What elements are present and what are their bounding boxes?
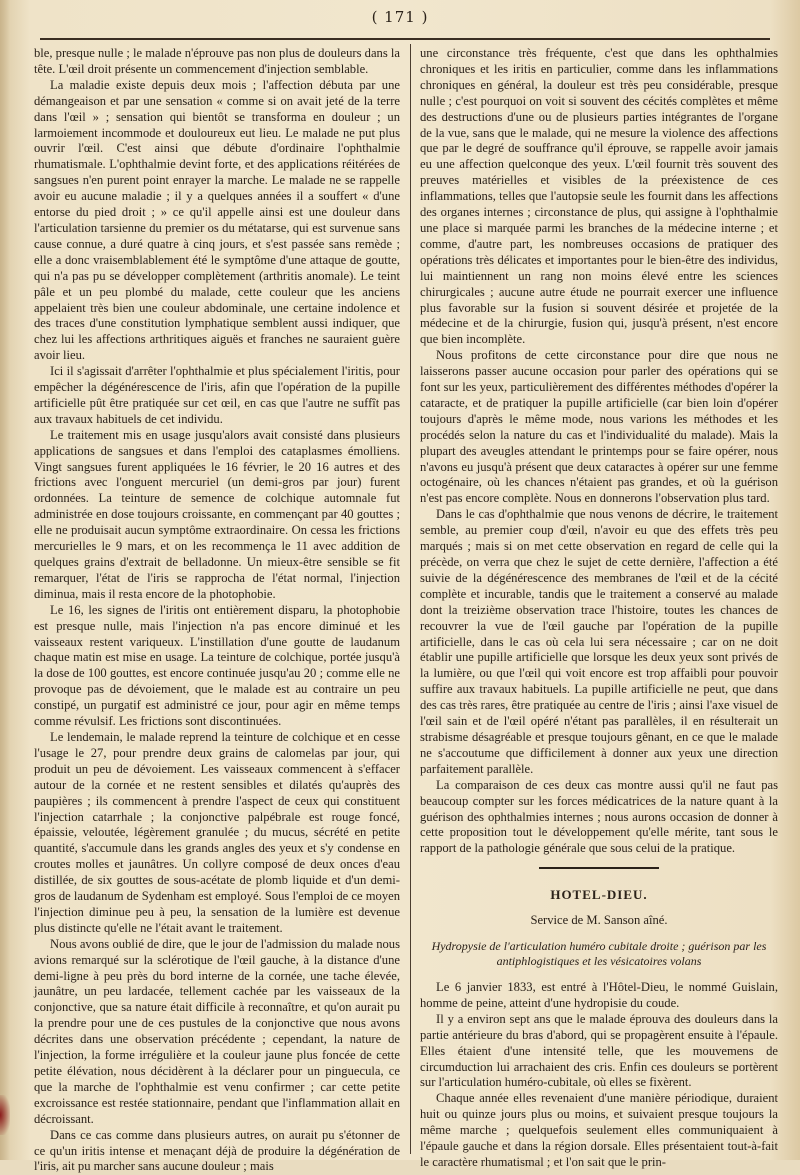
- header-rule: [40, 38, 770, 40]
- column-divider: [410, 44, 411, 1154]
- red-stain: [0, 1095, 10, 1135]
- paragraph: ble, presque nulle ; le malade n'éprouve pas non plus de douleurs dans la tête. L'œil droit présente un commencement d'injection semblable.: [34, 46, 400, 76]
- paragraph: Le lendemain, le malade reprend la teinture de colchique et en cesse l'usage le 27, pour prendre deux grains de calomelas par jour, qui produit un peu de dévoiement. Les vaisseaux commencent à s'effacer autour de la cornée et ne restent sensibles et dilatés qu'auprès des paupières ; ils commencent à prendre l'aspect de ceux qui constituent l'injection catarrhale ; la conjonctive palpébrale est rouge foncé, épaissie, veloutée, légèrement granulée ; du mucus, sécrété en petite quantité, s'accumule dans les grands angles des yeux et s'y condense en croutes molles et jaunâtres. Un collyre composé de deux onces d'eau distillée, de six gouttes de sous-acétate de plomb liquide et d'un demi-gros de laudanum de Sydenham est employé. Sous l'emploi de ce moyen l'injection diminue peu à peu, la sensation de la lumière est devenue plus distincte qu'elle ne l'était avant le traitement.: [34, 729, 401, 935]
- case-title: Hydropysie de l'articulation huméro cubitale droite ; guérison par les antiphlogistiques et les vésicatoires volans: [431, 939, 767, 968]
- paragraph: Nous avons oublié de dire, que le jour de l'admission du malade nous avions remarqué sur la sclérotique de l'œil gauche, à la distance d'une demi-ligne à peu près du bord interne de la cornée, une tache élevée, jaunâtre, un peu lardacée, tellement cachée par les vaisseaux de la conjonctive, que sa nature était difficile à reconnaître, et qu'on aurait pu la prendre pour une de ces pustules de la conjonctive que nous avons décrites dans une observation précédente ; cependant, la nature de l'injection, la forme irrégulière et la couleur jaune plus foncée de cette petite élévation, nous décidèrent à la déclarer pour un pinguecula, ce que la marche de l'ophthalmie est venu confirmer ; car cette petite excroissance est restée stationnaire, pendant que l'inflammation allait en décroissant.: [34, 936, 400, 1126]
- paragraph: Le traitement mis en usage jusqu'alors avait consisté dans plusieurs applications de sangsues et dans l'emploi des cataplasmes émolliens. Vingt sangsues furent appliquées le 16 février, le 20 16 autres et des frictions avec l'onguent mercuriel (un demi-gros par jour) furent ordonnées. La teinture de semence de colchique automnale fut administrée en dose toujours croissante, en commençant par 40 gouttes ; elle ne produisait aucun symptôme extraordinaire. On cessa les frictions mercurielles le 9 mars, et on les recommença le 11 avec addition de quelques grains d'extrait de belladonne. Un mieux-être sensible se fit remarquer, l'état de l'iris se rapprocha de l'état normal, l'injection diminua, mais il resta encore de la photophobie.: [34, 427, 400, 601]
- binding-shadow: [0, 0, 10, 1160]
- paragraph: Le 6 janvier 1833, est entré à l'Hôtel-Dieu, le nommé Guislain, homme de peine, atteint d'une hydropisie du coude.: [420, 980, 778, 1010]
- paragraph: Dans ce cas comme dans plusieurs autres, on aurait pu s'étonner de ce qu'un iritis intense et menaçant déjà de produire la dégénération de l'iris, ait pu marcher sans aucune douleur ; mais: [34, 1127, 400, 1174]
- section-separator: [539, 867, 659, 869]
- service-line: Service de M. Sanson aîné.: [530, 913, 668, 928]
- paragraph: La maladie existe depuis deux mois ; l'affection débuta par une démangeaison et par une sensation « comme si on avait jeté de la terre dans l'œil » ; sensation qui bientôt se transforma en douleur ; un larmoiement incommode et douloureux eut lieu. Le malade ne put plus ouvrir l'œil. C'est ainsi que débute d'ordinaire l'ophthalmie rhumatismale. L'ophthalmie devint forte, et des applications réitérées de sangsues n'en purent point enrayer la marche. Le malade ne se rappelle avoir eu aucune maladie ; il y a quelques années il a souffert « d'une entorse du pied droit ; » ce qu'il appelle ainsi est une douleur dans l'articulation tarsienne du premier os du métatarse, qui est survenue sans cause connue, a duré quatre à cinq jours, et s'est passée sans remède ; elle a donc vraisemblablement été le symptôme d'une attaque de goutte, qui n'a pas pu se développer complètement (arthritis anomale). Le teint pâle et un peu plombé du malade, cette couleur que les anciens appelaient très bien une couleur abdominale, une certaine indolence et des traces d'une constitution lymphatique semblent aussi indiquer, que chez lui les affections arthritiques aiguës et franches ne sauraient guère avoir lieu.: [34, 77, 400, 363]
- paragraph: La comparaison de ces deux cas montre aussi qu'il ne faut pas beaucoup compter sur les forces médicatrices de la nature quant à la guérison des ophthalmies internes ; nous aurons occasion de donner à cette proposition tout le développement qu'elle mérite, tant sous le rapport de la pathologie générale que sous celui de la pratique.: [420, 777, 778, 856]
- paragraph: Chaque année elles revenaient d'une manière périodique, duraient huit ou quinze jours plus ou moins, et suivaient presque toujours la même marche ; quelquefois seulement elles communiquaient à l'épaule gauche et dans la région dorsale. Elles présentaient tout-à-fait le caractère rhumatismal ; et l'on sait que le prin-: [420, 1091, 778, 1169]
- paragraph: Dans le cas d'ophthalmie que nous venons de décrire, le traitement semble, au premier coup d'œil, n'avoir eu que des effets très peu marqués ; mais si on met cette observation en regard de celle qui la précède, on verra que chez le sujet de cette dernière, l'affection a été suivie de la dégénérescence des membranes de l'œil et de la cécité complète et incurable, tandis que le traitement a conservé au malade dont la treizième observation trace l'histoire, toutes les chances de recouvrer la vue de l'œil gauche par l'opération de la pupille artificielle, dans le cas où cela lui sera nécessaire ; car on ne doit établir une pupille artificielle que lorsque les deux yeux sont privés de la lumière, ou que l'œil qui voit encore est trop affaibli pour pouvoir suffire aux travaux habituels. La pupille artificielle ne peut, que dans des cas très rares, être pratiquée au centre de l'iris ; ainsi l'axe visuel de l'œil sain et de l'œil opéré n'étant pas parallèles, il en résulterait un strabisme désagréable et presque toujours gênant, en ce que le malade ne s'accoutume que difficilement à donner aux yeux une direction parfaitement parallèle.: [420, 507, 778, 776]
- right-column: [420, 46, 778, 1169]
- paragraph: Nous profitons de cette circonstance pour dire que nous ne laisserons passer aucune occasion pour parler des opérations qui se font sur les yeux, particulièrement des différentes méthodes d'opérer la cataracte, et de pratiquer la pupille artificielle (car bien loin d'opérer toujours d'après le même mode, nous varions les méthodes et les procédés selon la nature du cas et l'individualité du malade). Mais la plupart des aveugles attendant le printemps pour se faire opérer, nous n'avons eu jusqu'à présent que deux cataractes à opérer sur une femme octogénaire, où les chances n'étaient pas grandes, et où la guérison n'est pas encore complète. Nous en donnerons l'observation plus tard.: [420, 348, 778, 506]
- left-column: [34, 46, 401, 1174]
- paragraph: Ici il s'agissait d'arrêter l'ophthalmie et plus spécialement l'iritis, pour empêcher la dégénérescence de l'iris, afin que l'opération de la pupille artificielle pût être pratiquée sur cet œil, en cas que l'autre ne suffît pas aux travaux habituels de cet individu.: [34, 364, 400, 426]
- paragraph: Le 16, les signes de l'iritis ont entièrement disparu, la photophobie est presque nulle, mais l'injection n'a pas encore diminué et les vaisseaux restent variqueux. L'instillation d'une goutte de laudanum chaque matin est mise en usage. La teinture de colchique, portée jusqu'à la dose de 100 gouttes, est encore continuée jusqu'au 20 ; comme elle ne provoque pas de dévoiement, que le malade est au contraire un peu constipé, un purgatif est administré ce jour, pour agir en même temps comme révulsif. Les frictions sont discontinuées.: [34, 602, 400, 729]
- paragraph: Il y a environ sept ans que le malade éprouva des douleurs dans la partie antérieure du bras d'abord, qui se propagèrent ensuite à l'épaule. Elles étaient d'une intensité telle, que les mouvemens de circumduction lui arrachaient des cris. Enfin ces douleurs se portèrent sur l'articulation huméro-cubitale, où elles se fixèrent.: [420, 1011, 778, 1090]
- hospital-heading: HOTEL-DIEU.: [550, 887, 648, 903]
- page-number: ( 171 ): [371, 8, 429, 26]
- paragraph: une circonstance très fréquente, c'est que dans les ophthalmies chroniques et les iritis en particulier, comme dans les inflammations chroniques en général, la douleur est très peu considérable, presque nulle ; c'est pourquoi on voit si souvent des cécités complètes et même des destructions d'une ou de plusieurs parties intégrantes de l'organe de la vue, sans que le malade, qui ne mesure la violence des affections que par le degré de souffrance qu'il éprouve, se rappelle avoir jamais eu une affection quelconque des yeux. L'œil fournit très souvent des preuves matérielles et visibles de la préexistence de ces inflammations, telles que l'autopsie seule les fournit dans les affections des organes internes ; circonstance de plus, qui assigne à l'ophthalmie une place si marquée parmi les branches de la médecine interne ; et comme, d'autre part, les nombreuses occasions de pratiquer des opérations très délicates et importantes pour le bien-être des individus, lui maintiennent un rang non moins élevé entre les sciences chirurgicales ; aucune autre étude ne pourrait exercer une influence plus favorable sur la fusion si souvent désirée et projetée de la médecine et de la chirurgie, fusion qui, jusqu'à présent, n'est encore que bien incomplète.: [420, 46, 778, 347]
